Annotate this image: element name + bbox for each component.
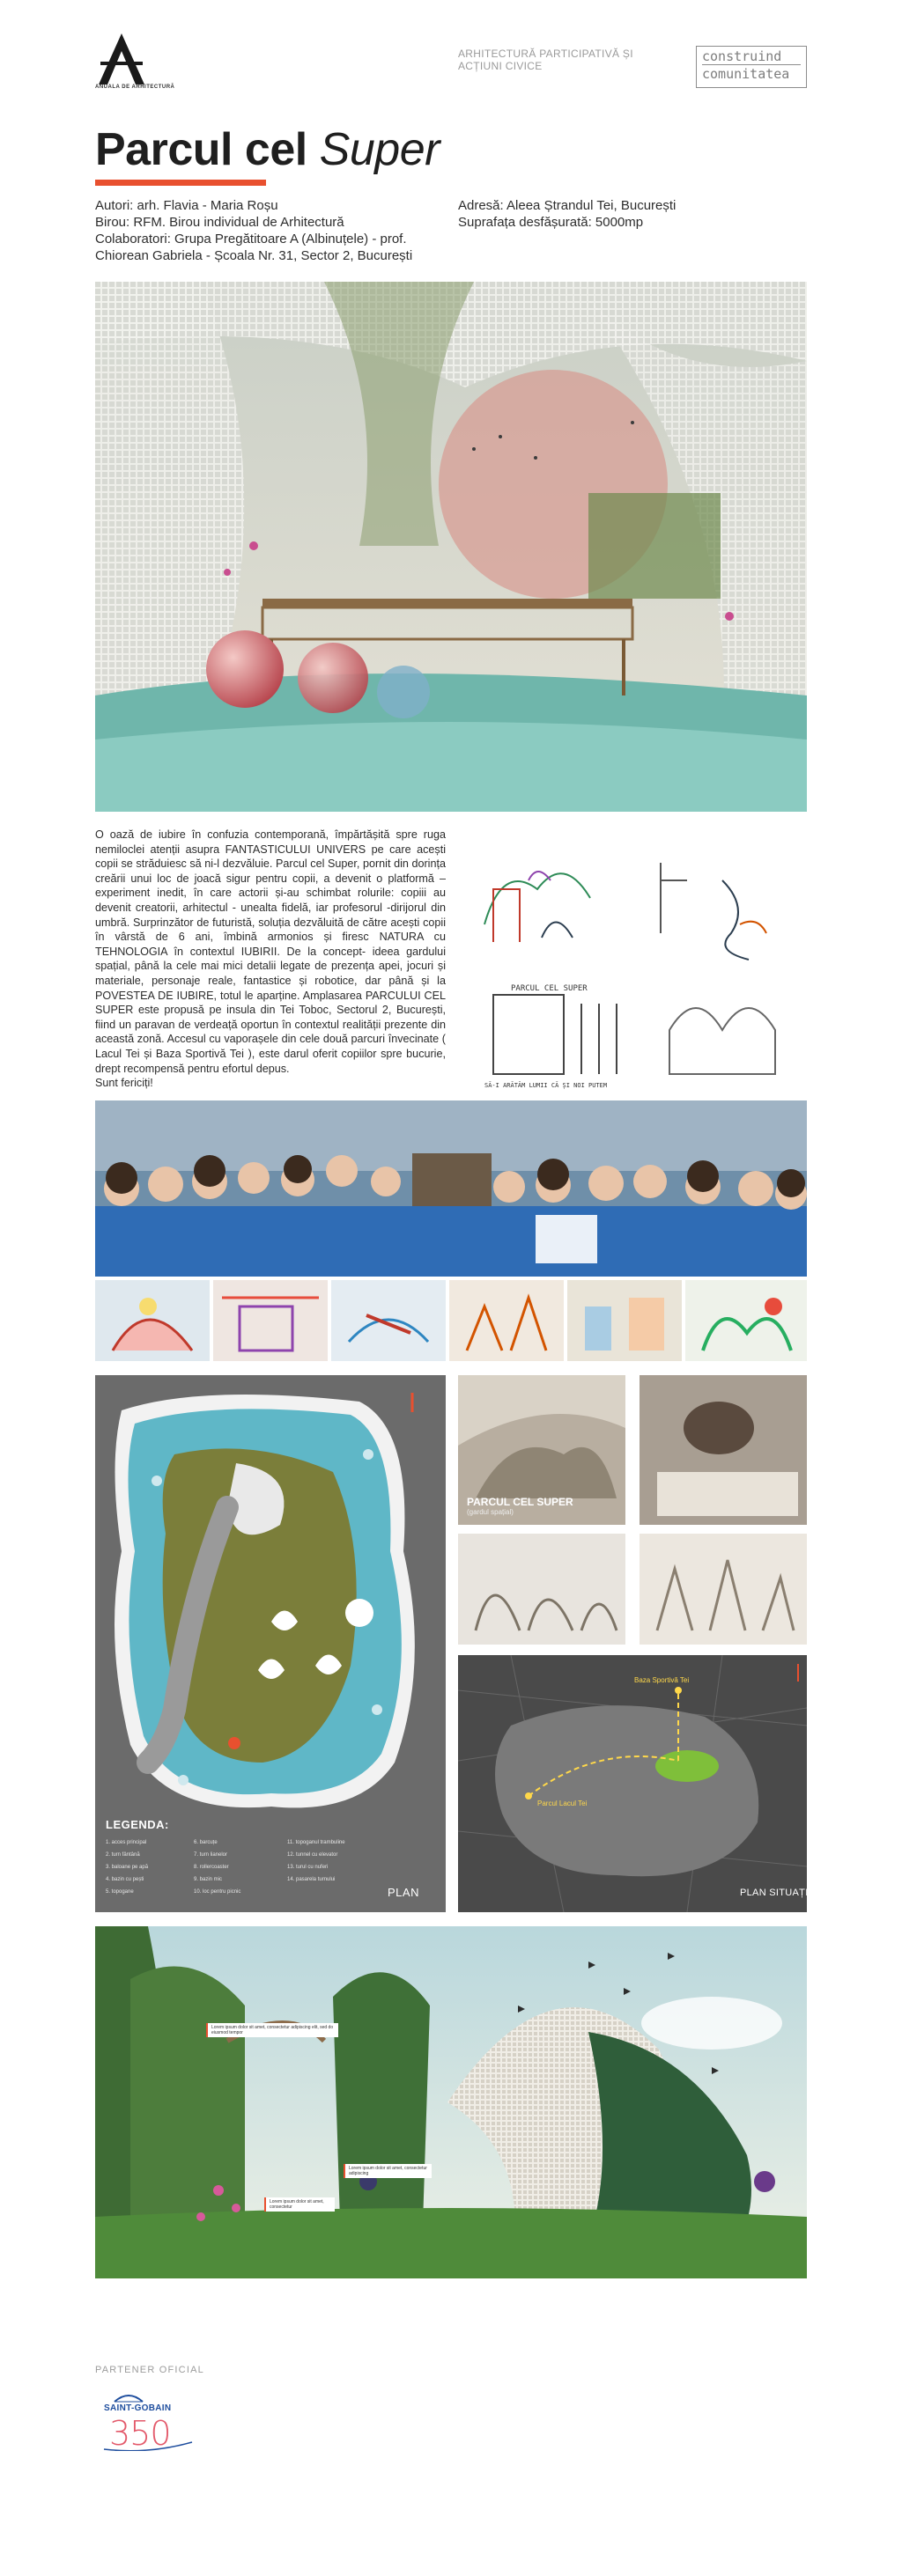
project-description: O oază de iubire în confuzia contemporană, împărtășită spre ruga nemiloclei atenții asupra FANTASTICULUI UNIVERS pe care acești copii se străduiesc să ni-l dezvăluie. Parcul cel Super, pornit din dorința creării unui loc de joacă sigur pentru copii, a devenit o platformă – experiment inedit, în care actorii și-au schimbat rolurile: copiii au devenit creatorii, arhitectul - unealta fidelă, iar profesorul -dirijorul din umbră. Surprinzător de futuristă, soluția dezvăluită de către acești copii în vârstă de 6 ani, îmbină armonios și firesc NATURA cu TEHNOLOGIA în contextul IUBIRII. De la concept- ideea gardului spațial, până la cele mai mici detalii legate de prezența apei, jocuri și materiale, personaje reale, fantastice și robotice, dar până și la POVESTEA DE IUBIRE, totul le aparține. Amplasarea PARCULUI CEL SUPER este propusă pe insula din Tei Toboc, Sectorul 2, București, fiind un paravan de verdeață oportun în contextul realității prezente din această zonă. Accesul cu vaporașele din cele două parcuri învecinate ( Lacul Tei și Baza Sportivă Tei ), este darul oferit copiilor spre bucurie, drept recompensă pentru efortul depus. Sunt fericiți!	[95, 828, 446, 1090]
model-photo-3-image	[458, 1534, 625, 1645]
logo-caption: ANUALA DE ARHITECTURĂ	[95, 85, 175, 90]
saint-gobain-name: SAINT-GOBAIN	[104, 2403, 172, 2413]
park-render	[95, 1926, 807, 2278]
drawing-thumb-4-image	[449, 1280, 564, 1361]
model-photo-4-image	[640, 1534, 807, 1645]
sketch-handwriting-2: SĂ-I ARĂTĂM LUMII CĂ ȘI NOI PUTEM	[484, 1082, 608, 1089]
site-label-lacul-tei: Parcul Lacul Tei	[537, 1800, 588, 1807]
site-label-baza-sportiva: Baza Sportivă Tei	[634, 1676, 690, 1684]
drawing-thumb-3-image	[331, 1280, 446, 1361]
site-situation-image	[458, 1655, 807, 1912]
legend-title: LEGENDA:	[106, 1818, 169, 1831]
project-title: Parcul cel Super	[95, 124, 440, 175]
drawing-thumb-5-image	[567, 1280, 682, 1361]
title-underline	[95, 180, 266, 186]
project-credits: Autori: arh. Flavia - Maria Roșu Birou: RFM. Birou individual de Arhitectură Colaboratori: Grupa Pregătitoare A (Albinuțele) - prof. Chiorean Gabriela - Școala Nr. 31, Sector 2, București	[95, 198, 413, 263]
drawing-thumb-1	[95, 1280, 210, 1361]
model-photo-sublabel: (gardul spațial)	[467, 1508, 514, 1516]
children-sketches	[458, 828, 807, 1092]
model-photo-label: PARCUL CEL SUPER	[467, 1496, 573, 1508]
model-photo-2-image	[640, 1375, 807, 1525]
children-sketches-image	[458, 828, 807, 1092]
legend-column-1: 1. acces principal 2. turn fântână 3. baloane pe apă 4. bazin cu pești 5. topogane	[106, 1840, 149, 1895]
drawing-thumb-4	[449, 1280, 564, 1361]
construind-comunitatea-logo: construind comunitatea	[696, 46, 807, 88]
drawing-thumb-5	[567, 1280, 682, 1361]
drawing-thumb-6-image	[685, 1280, 807, 1361]
plan-label: PLAN	[388, 1886, 419, 1899]
render-note-1: Lorem ipsum dolor sit amet, consectetur adipiscing elit, sed do eiusmod tempor	[206, 2023, 338, 2037]
hero-render	[95, 282, 807, 812]
hero-render-image	[95, 282, 807, 812]
site-plan-image	[95, 1375, 446, 1912]
render-note-3: Lorem ipsum dolor sit amet, consectetur	[264, 2197, 335, 2212]
saint-gobain-350: 350	[109, 2414, 171, 2453]
class-photo-image	[95, 1100, 807, 1277]
model-photo-2	[640, 1375, 807, 1525]
render-note-2: Lorem ipsum dolor sit amet, consectetur adipiscing	[344, 2164, 432, 2178]
site-plan-title: PLAN SITUAȚIE	[740, 1888, 816, 1898]
sketch-handwriting-1: PARCUL CEL SUPER	[511, 984, 588, 993]
model-photo-3	[458, 1534, 625, 1645]
site-plan	[95, 1375, 446, 1912]
model-photo-4	[640, 1534, 807, 1645]
drawing-thumb-1-image	[95, 1280, 210, 1361]
drawing-thumb-2	[213, 1280, 328, 1361]
drawing-thumb-3	[331, 1280, 446, 1361]
section-title: ARHITECTURĂ PARTICIPATIVĂ ȘI ACȚIUNI CIVICE	[458, 48, 633, 72]
project-location: Adresă: Aleea Ștrandul Tei, București Suprafața desfășurată: 5000mp	[458, 198, 676, 230]
legend-column-3: 11. topoganul trambuline 12. tunnel cu elevator 13. turul cu nuferi 14. pasarela turnului	[287, 1840, 345, 1882]
site-situation-plan	[458, 1655, 807, 1912]
legend-column-2: 6. barcuțe 7. turn lianelor 8. rollercoaster 9. bazin mic 10. loc pentru picnic	[194, 1840, 241, 1895]
anuala-logo-icon	[95, 32, 166, 88]
class-photo	[95, 1100, 807, 1277]
drawing-thumb-6	[685, 1280, 807, 1361]
park-render-image	[95, 1926, 807, 2278]
partner-label: PARTENER OFICIAL	[95, 2365, 204, 2375]
drawing-thumb-2-image	[213, 1280, 328, 1361]
